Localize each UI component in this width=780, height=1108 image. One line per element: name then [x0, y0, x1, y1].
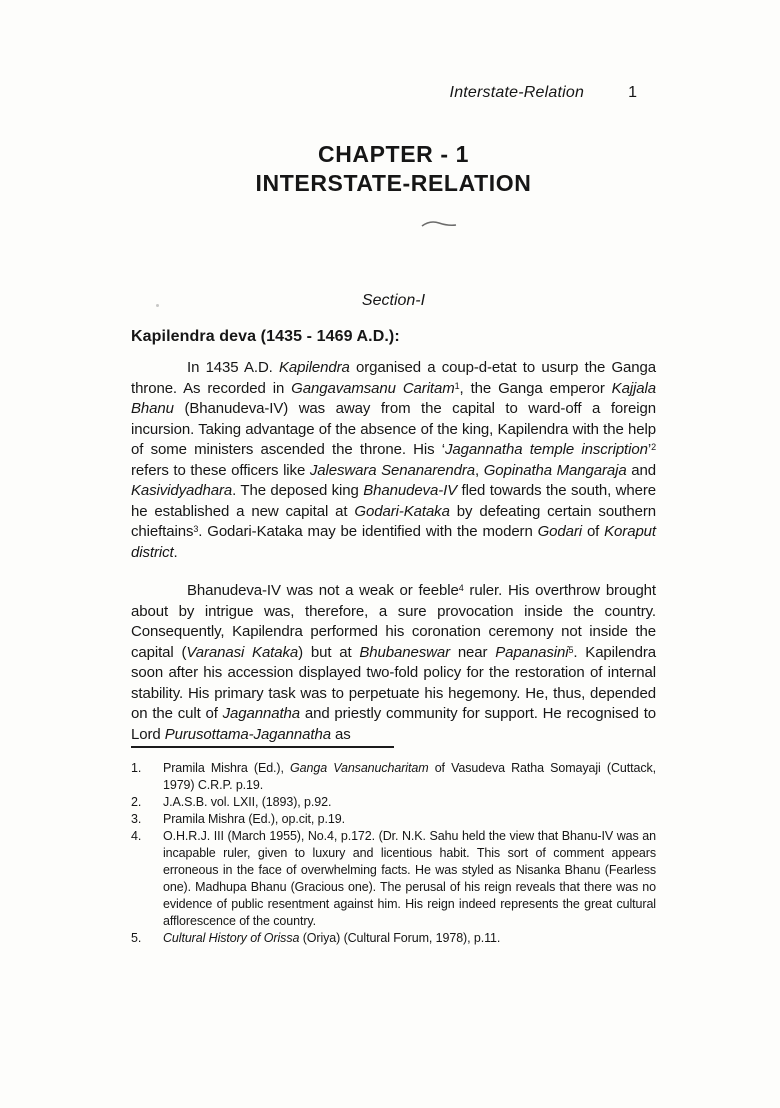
text-run: Gopinatha Mangaraja	[483, 461, 627, 479]
chapter-title-line2: INTERSTATE-RELATION	[255, 170, 532, 196]
text-run: In 1435 A.D.	[187, 359, 280, 376]
text-run: Jagannatha	[222, 705, 301, 722]
text-run: (Oriya) (Cultural Forum, 1978), p.11.	[299, 931, 501, 945]
text-run: and	[626, 461, 657, 479]
footnote-text	[163, 930, 656, 947]
text-run: ,	[474, 461, 484, 479]
footnote	[131, 811, 656, 828]
footnote-text	[163, 794, 656, 811]
text-run: Kapilendra	[279, 359, 350, 376]
text-run: and priestly community for support. He recognised to Lord	[131, 705, 657, 743]
text-run: Gangavamsanu Caritam	[291, 379, 455, 397]
text-run: Pramila Mishra (Ed.), op.cit, p.19.	[163, 812, 345, 826]
text-run: fled towards the south, where he established a new capital at	[131, 482, 656, 520]
text-run: ’	[647, 441, 652, 458]
text-run: . Godari-Kataka may be identified with the modern	[198, 523, 538, 540]
footnote-reference: 4	[458, 583, 464, 593]
text-run: Pramila Mishra (Ed.),	[163, 761, 291, 775]
text-run: Koraput district	[131, 523, 656, 561]
text-run: of Vasudeva Ratha Somayaji (Cuttack, 1979) C.R.P. p.19.	[163, 761, 657, 792]
text-run: . The deposed king	[232, 482, 364, 499]
text-run: Kasividyadhara	[131, 482, 233, 499]
text-run: ruler. His overthrow brought about by intrigue was, therefore, a sure provocation inside the country. Consequently, Kapilendra performed his coronation ceremony not inside the capital (	[131, 582, 656, 661]
footnote	[131, 794, 656, 811]
text-run: , the Ganga emperor	[459, 379, 612, 397]
text-run: Ganga Vansanucharitam	[290, 761, 429, 775]
footnote	[131, 760, 656, 794]
text-run: Bhanudeva-IV	[363, 482, 458, 499]
text-run: Kajjala Bhanu	[131, 379, 657, 417]
footnote-text	[163, 828, 656, 930]
text-run: Jaleswara Senanarendra	[309, 461, 475, 479]
footnote-number: 4.	[131, 829, 142, 843]
text-run: Bhubaneswar	[359, 643, 450, 661]
section-heading: Section-I	[361, 292, 426, 309]
footnote	[131, 930, 656, 947]
running-title: Interstate-Relation	[449, 84, 585, 101]
text-run: J.A.S.B. vol. LXII, (1893), p.92.	[163, 795, 332, 809]
text-run: O.H.R.J. III (March 1955), No.4, p.172. (Dr. N.K. Sahu held the view that Bhanu-IV was an incapable ruler, given to luxury and licentious habit. This sort of comment appears erroneous in the face of overwhelming facts. He was styled as Nisanka Bhanu (Fearless one). Madhupa Bhanu (Gracious one). The perusal of his reign reveals that there was no evidence of public resentment against him. His reign indeed represents the great cultural afflorescence of the country.	[163, 829, 656, 928]
text-run: . Kapilendra soon after his accession displayed two-fold policy for the restoration of internal stability. His primary task was to perpetuate his hegemony. He, thus, depended on the cult of	[131, 643, 657, 722]
text-run: ) but at	[298, 643, 360, 661]
footnote-reference: 5	[568, 644, 574, 655]
page-body-text	[131, 358, 656, 763]
body-paragraph	[131, 581, 656, 745]
footnote-text	[163, 811, 656, 828]
text-run: Godari	[537, 523, 583, 540]
footnote-number: 1.	[131, 761, 142, 775]
scan-smudge-mark	[420, 218, 458, 230]
text-run: organised a coup-d-etat to usurp the Ganga throne. As recorded in	[131, 359, 656, 397]
text-run: refers to these officers like	[131, 461, 310, 479]
footnote-reference: 3	[193, 524, 199, 534]
footnote-number: 3.	[131, 812, 142, 826]
text-run: by defeating certain southern chieftains	[131, 502, 656, 540]
text-run: Jagannatha temple inscription	[445, 441, 648, 458]
text-run: as	[330, 725, 351, 743]
chapter-title-line1: CHAPTER - 1	[317, 141, 469, 167]
text-run: Godari-Kataka	[354, 502, 450, 520]
subsection-heading: Kapilendra deva (1435 - 1469 A.D.):	[131, 328, 400, 345]
page-number: 1	[628, 84, 637, 101]
text-run: (Bhanudeva-IV) was away from the capital to ward-off a foreign incursion. Taking advantage of the absence of the king, Kapilendra with the help of some ministers ascended the throne. His ‘	[131, 400, 656, 458]
footnote-number: 5.	[131, 931, 142, 945]
footnote-reference: 1	[454, 380, 460, 391]
footnote-separator	[131, 746, 394, 748]
text-run: Purusottama-Jagannatha	[164, 725, 331, 743]
footnote-number: 2.	[131, 795, 142, 809]
text-run: Papanasini	[495, 643, 569, 661]
footnote-reference: 2	[651, 442, 656, 452]
text-run: Cultural History of Orissa	[163, 931, 300, 945]
text-run: .	[173, 543, 178, 561]
text-run: near	[450, 643, 496, 661]
text-run: of	[582, 523, 605, 540]
page-header	[131, 84, 656, 102]
text-run: Bhanudeva-IV was not a weak or feeble	[187, 582, 459, 599]
text-run: Varanasi Kataka	[186, 643, 299, 661]
footnotes-block	[131, 760, 656, 947]
body-paragraph	[131, 358, 656, 563]
footnote	[131, 828, 656, 930]
chapter-title	[131, 140, 656, 198]
footnote-text	[163, 760, 656, 794]
